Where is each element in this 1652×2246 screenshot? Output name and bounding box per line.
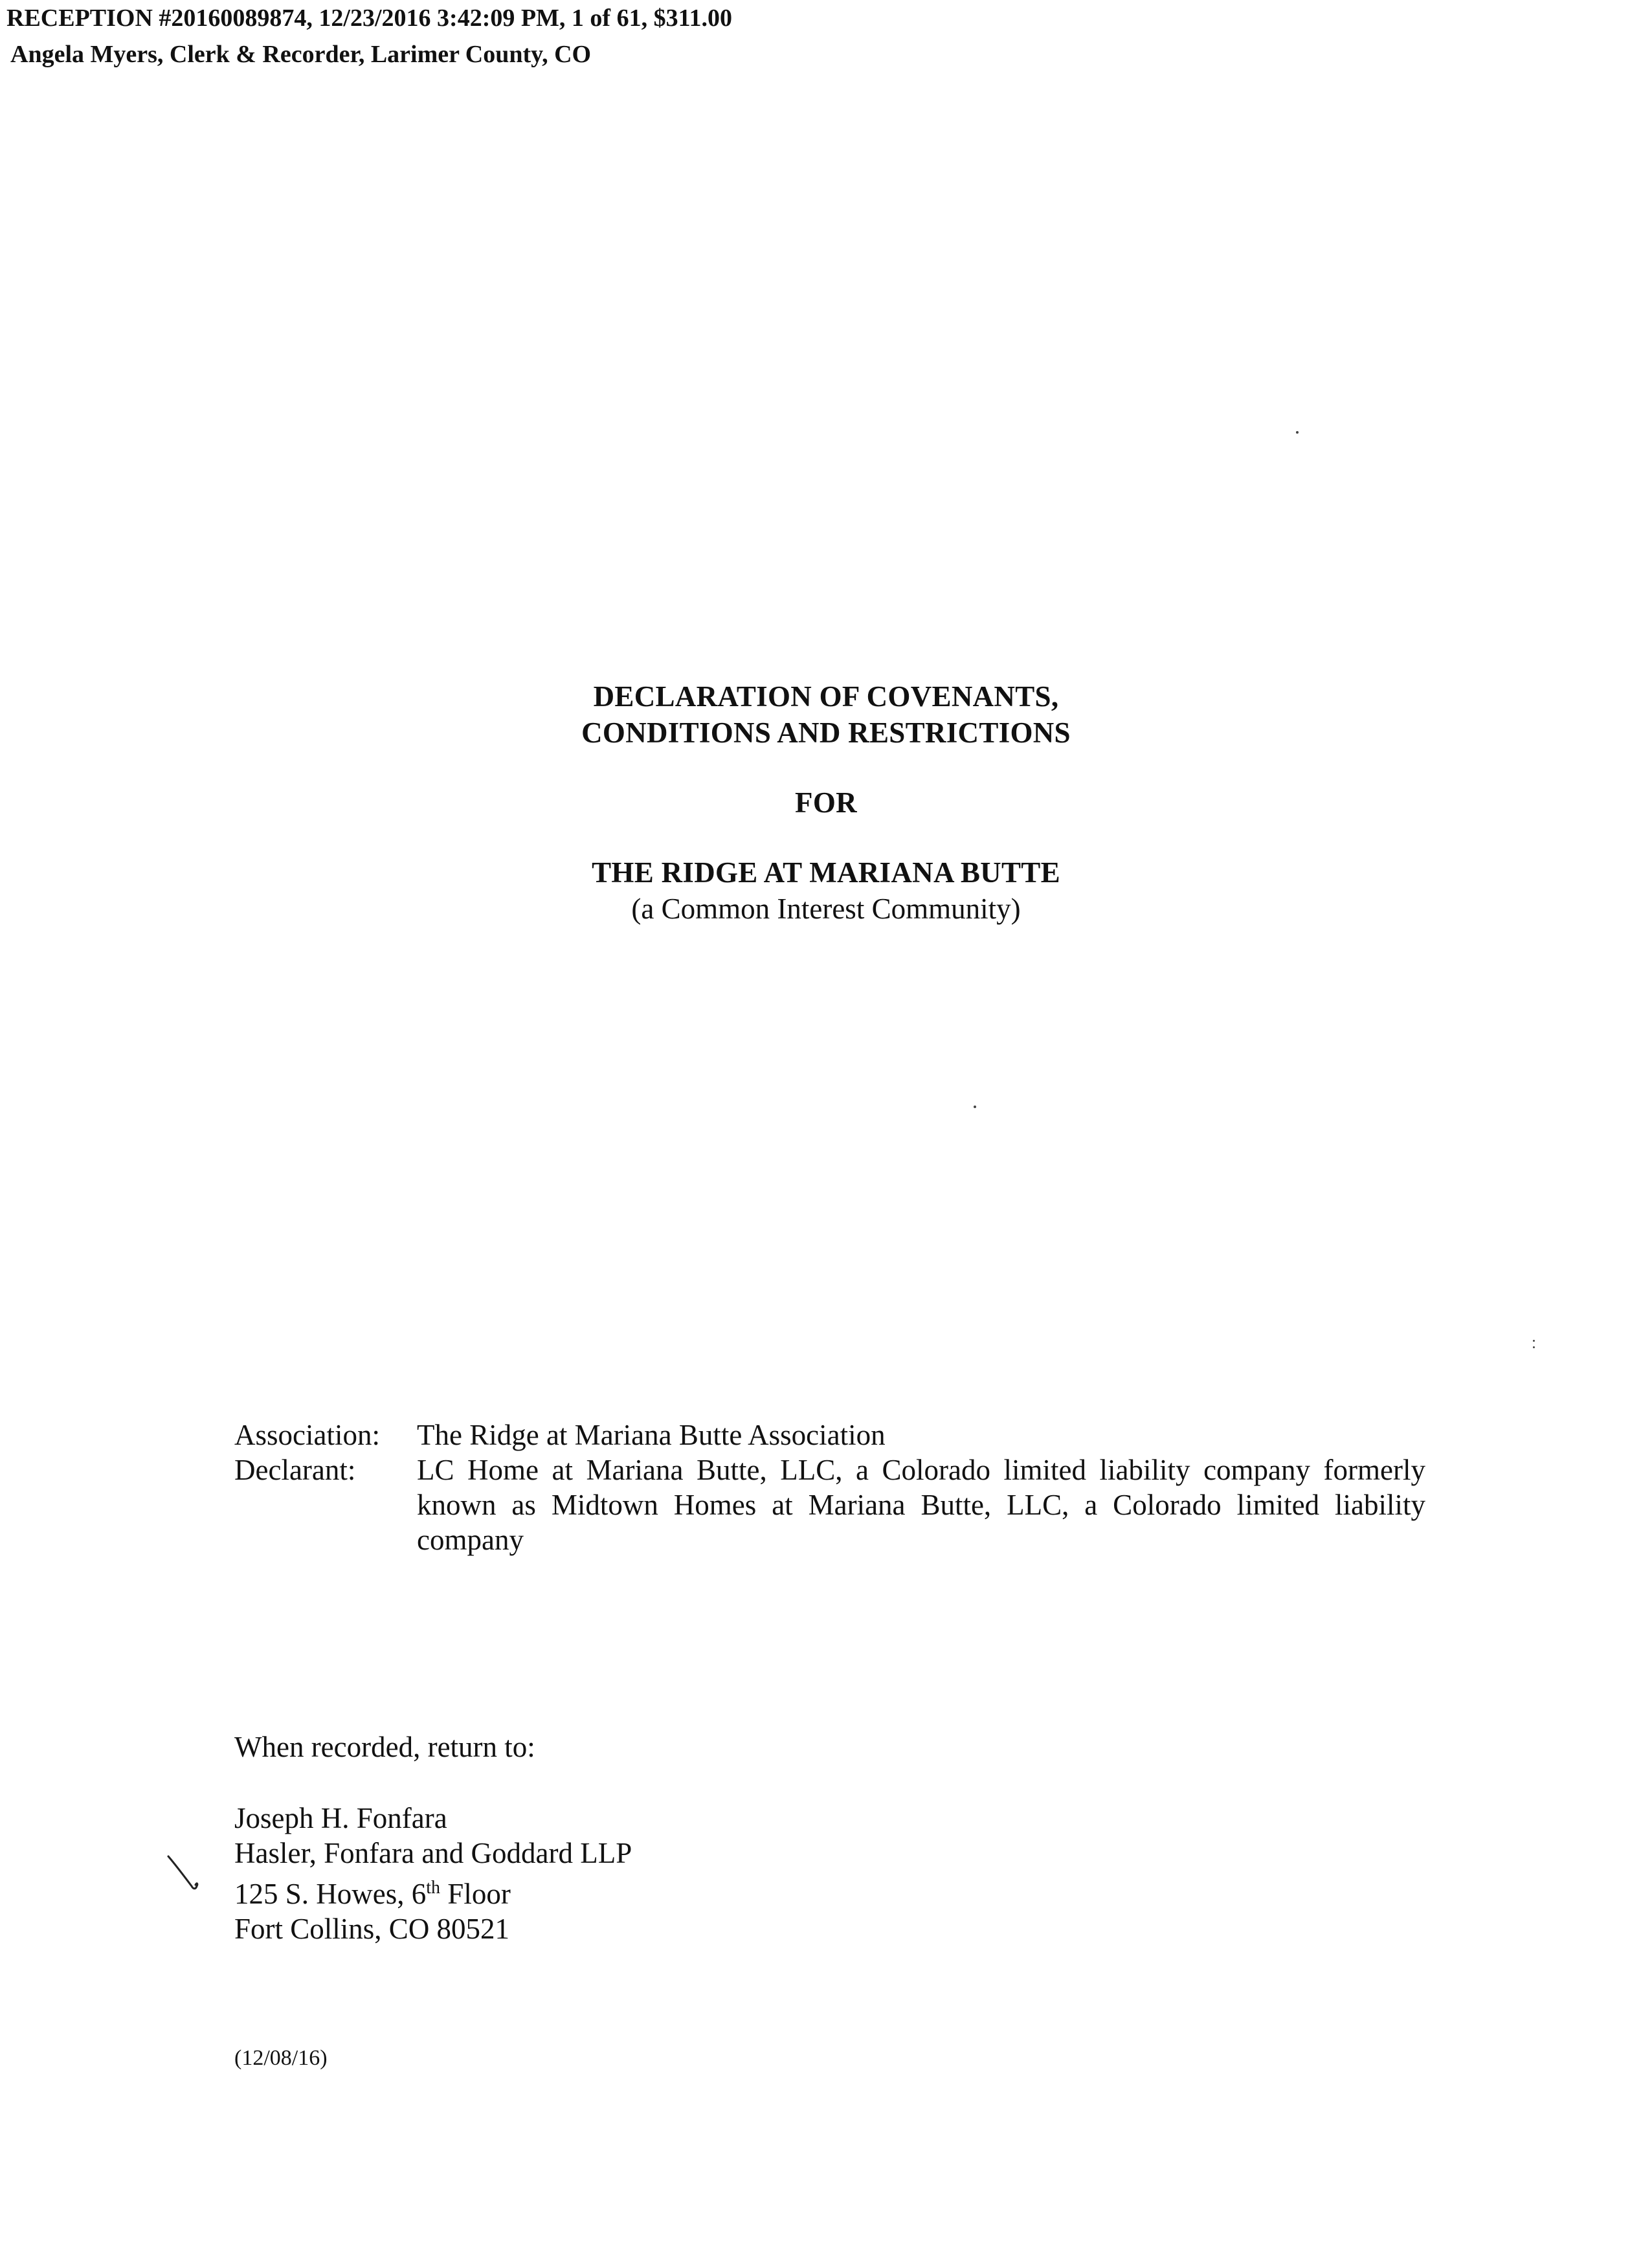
community-name: THE RIDGE AT MARIANA BUTTE [592, 856, 1060, 889]
scan-speck [974, 1106, 976, 1108]
street-address-floor: Floor [440, 1878, 511, 1910]
parties-block [234, 1418, 1425, 1557]
document-title-block [0, 678, 1652, 927]
return-name: Joseph H. Fonfara [234, 1802, 447, 1834]
title-line-1: DECLARATION OF COVENANTS, [593, 680, 1059, 713]
return-firm: Hasler, Fonfara and Goddard LLP [234, 1837, 632, 1869]
scan-speck [1533, 1340, 1535, 1342]
return-city-line: Fort Collins, CO 80521 [234, 1913, 510, 1945]
street-address-superscript: th [426, 1878, 441, 1898]
declarant-row [234, 1452, 1425, 1557]
reception-stamp-line-1: RECEPTION #20160089874, 12/23/2016 3:42:09 PM, 1 of 61, $311.00 [6, 5, 732, 32]
association-value: The Ridge at Mariana Butte Association [417, 1419, 886, 1451]
association-row [234, 1418, 1425, 1452]
association-label: Association: [234, 1419, 380, 1451]
return-heading: When recorded, return to: [234, 1731, 535, 1763]
title-line-2: CONDITIONS AND RESTRICTIONS [581, 717, 1071, 749]
scan-speck [1533, 1346, 1535, 1348]
return-address-block [234, 1729, 632, 1946]
return-street-address [234, 1871, 632, 1911]
scan-speck [1296, 431, 1299, 434]
community-subtitle: (a Common Interest Community) [631, 893, 1021, 925]
reception-stamp-line-2: Angela Myers, Clerk & Recorder, Larimer County, CO [10, 41, 592, 68]
handwritten-check-mark [167, 1854, 203, 1895]
declarant-value: LC Home at Mariana Butte, LLC, a Colorado limited liability company formerly known as Midtown Homes at Mariana Butte, LLC, a Colorado limited liability company [417, 1454, 1425, 1556]
street-address-number: 125 S. Howes, 6 [234, 1878, 427, 1910]
title-line-for: FOR [795, 786, 857, 819]
declarant-label: Declarant: [234, 1454, 356, 1486]
document-date: (12/08/16) [234, 2046, 328, 2070]
